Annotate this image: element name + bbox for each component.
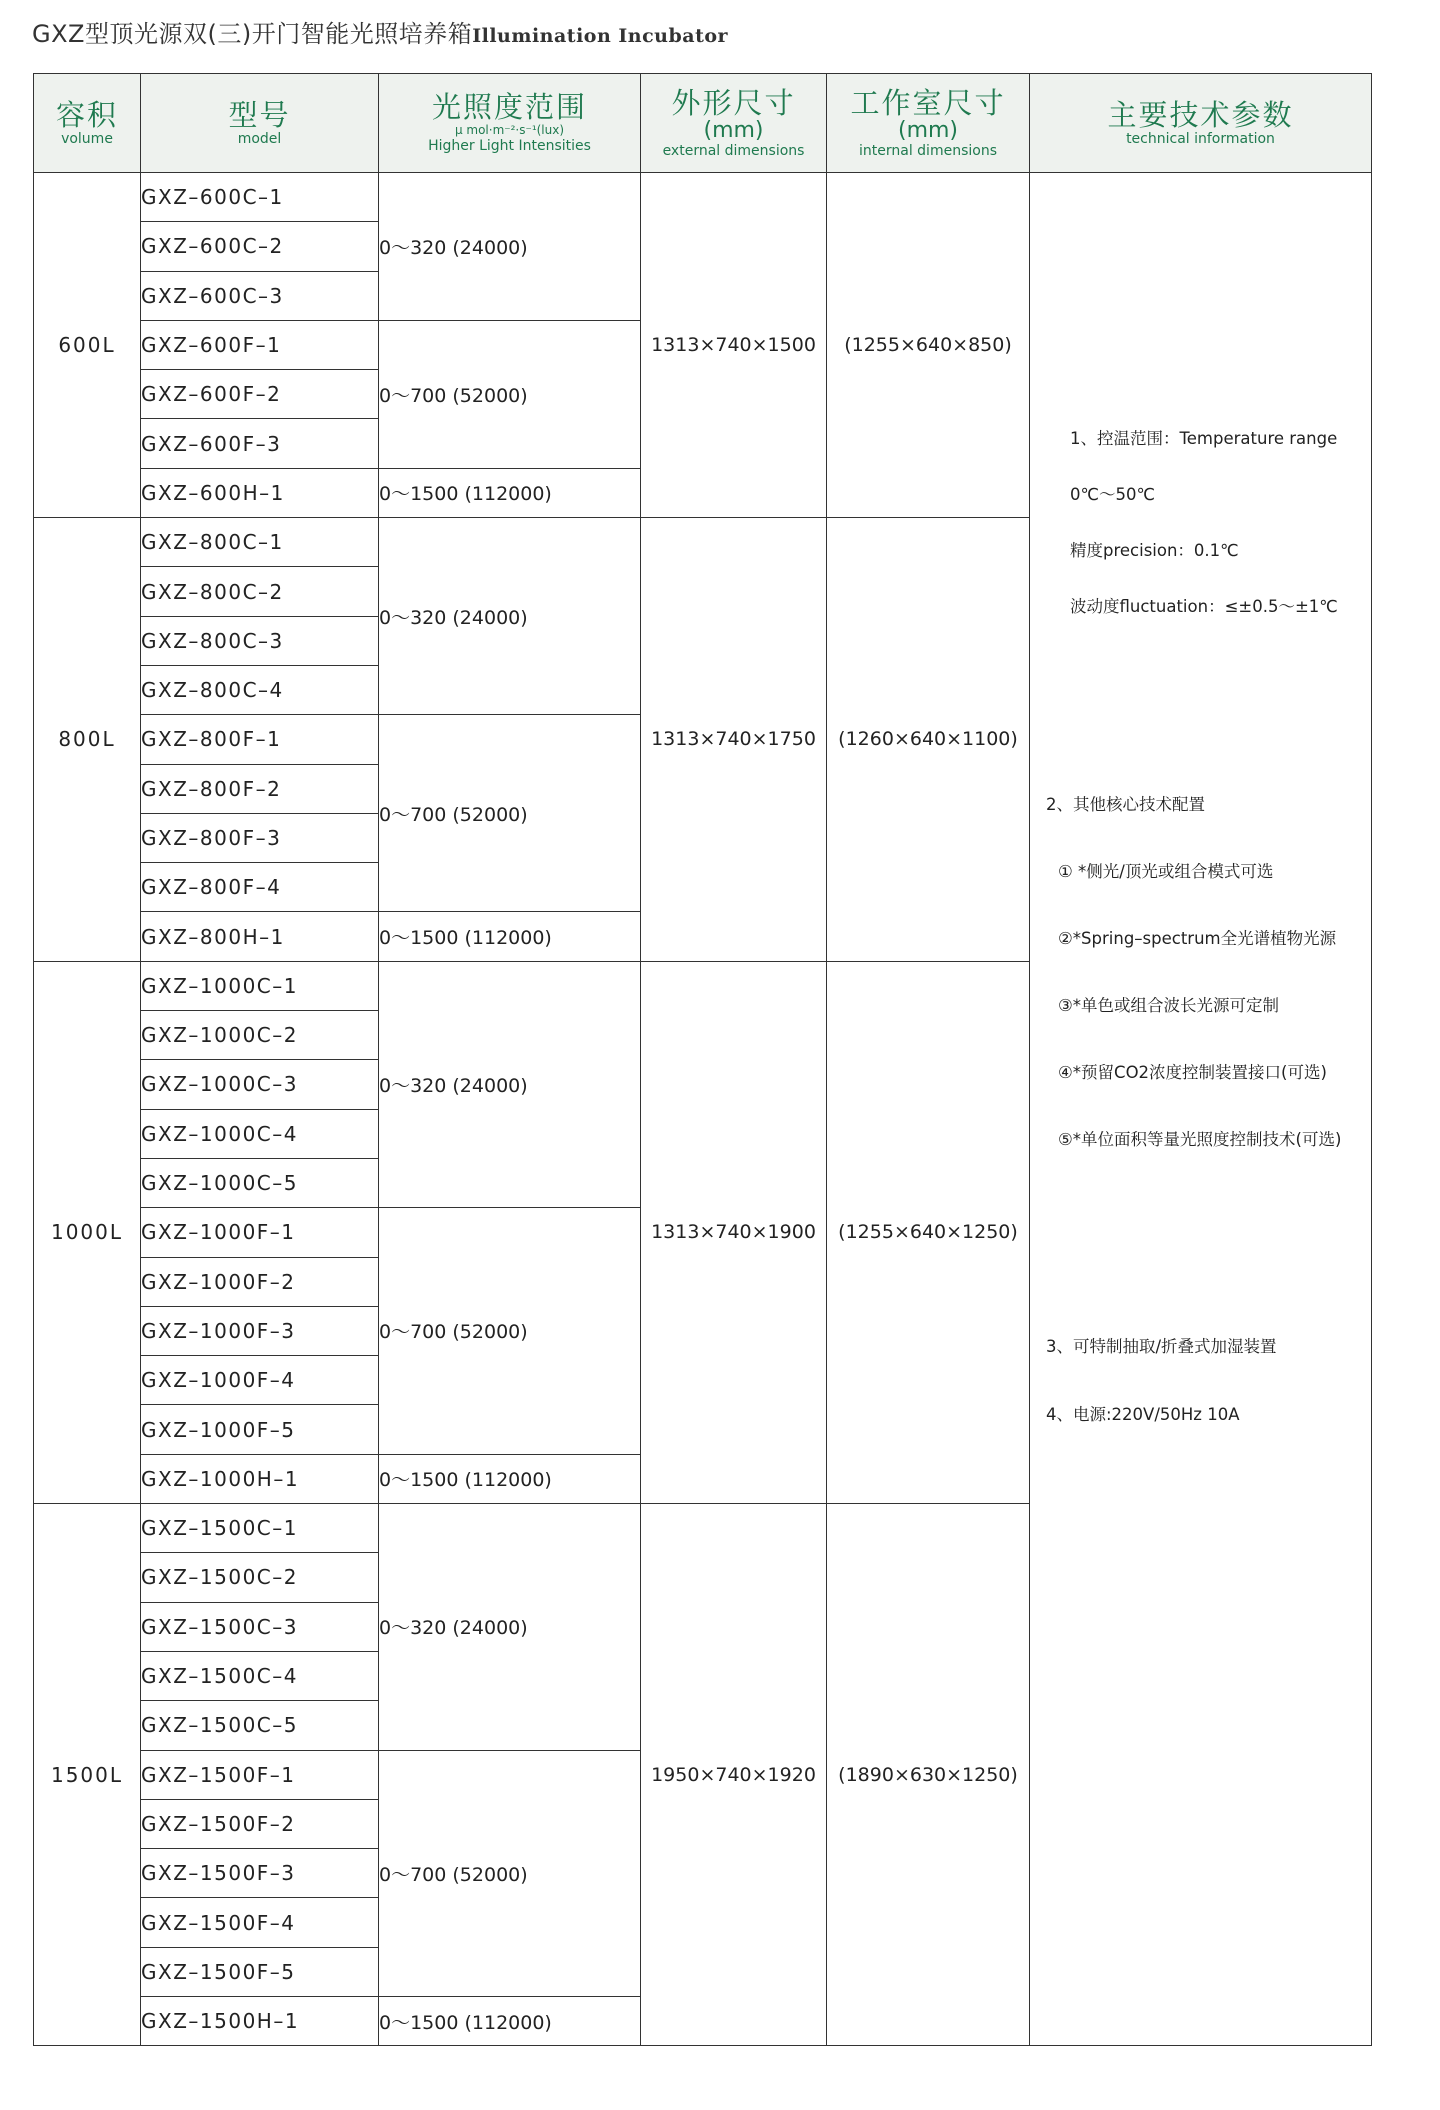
light-range-cell: 0～1500 (112000) — [379, 1454, 641, 1503]
tech-line: 2、其他核心技术配置 — [1046, 795, 1205, 814]
model-cell: GXZ–600H–1 — [141, 468, 379, 517]
header-volume-en: volume — [61, 130, 113, 147]
spec-table — [33, 73, 1372, 2046]
header-volume — [34, 74, 141, 173]
tech-line: 1、控温范围：Temperature range — [1070, 429, 1338, 448]
header-light-unit: μ mol·m⁻²·s⁻¹(lux) — [454, 123, 565, 137]
tech-line: 0℃～50℃ — [1070, 485, 1156, 504]
tech-line: 精度precision：0.1℃ — [1070, 541, 1239, 560]
volume-cell: 1000L — [34, 961, 141, 1503]
header-model — [141, 74, 379, 173]
model-cell: GXZ–1500F–4 — [141, 1898, 379, 1947]
model-cell: GXZ–1000C–1 — [141, 961, 379, 1010]
model-cell: GXZ–1500C–5 — [141, 1701, 379, 1750]
header-internal — [827, 74, 1030, 173]
light-range-cell: 0～1500 (112000) — [379, 912, 641, 961]
light-range-cell: 0～320 (24000) — [379, 173, 641, 321]
model-cell: GXZ–800C–2 — [141, 567, 379, 616]
model-cell: GXZ–1000C–4 — [141, 1109, 379, 1158]
model-cell: GXZ–1000F–5 — [141, 1405, 379, 1454]
header-external-zh: 外形尺寸 — [671, 85, 796, 120]
internal-dimensions-cell: (1260×640×1100) — [827, 518, 1030, 962]
model-cell: GXZ–1000F–3 — [141, 1306, 379, 1355]
model-cell: GXZ–600C–1 — [141, 173, 379, 222]
model-cell: GXZ–800F–3 — [141, 813, 379, 862]
spec-table-body — [34, 173, 1372, 2046]
light-range-cell: 0～320 (24000) — [379, 1504, 641, 1750]
title-en: Illumination Incubator — [472, 25, 729, 47]
model-cell: GXZ–1500F–5 — [141, 1947, 379, 1996]
header-internal-unit: (mm) — [897, 117, 959, 143]
model-cell: GXZ–1000C–3 — [141, 1060, 379, 1109]
header-tech-en: technical information — [1126, 130, 1275, 147]
model-cell: GXZ–600F–1 — [141, 320, 379, 369]
header-light — [379, 74, 641, 173]
model-cell: GXZ–1500H–1 — [141, 1996, 379, 2045]
internal-dimensions-cell: (1255×640×1250) — [827, 961, 1030, 1503]
title-zh: GXZ型顶光源双(三)开门智能光照培养箱 — [32, 20, 473, 48]
tech-line: 波动度fluctuation：≤±0.5～±1℃ — [1070, 597, 1338, 616]
external-dimensions-cell: 1313×740×1900 — [641, 961, 827, 1503]
model-cell: GXZ–800F–4 — [141, 863, 379, 912]
model-cell: GXZ–800F–2 — [141, 764, 379, 813]
tech-line: ⑤*单位面积等量光照度控制技术(可选) — [1058, 1130, 1342, 1149]
page-title — [32, 14, 728, 49]
model-cell: GXZ–600C–3 — [141, 271, 379, 320]
header-volume-zh: 容积 — [55, 97, 118, 132]
header-internal-zh: 工作室尺寸 — [850, 85, 1006, 120]
external-dimensions-cell: 1313×740×1500 — [641, 173, 827, 518]
model-cell: GXZ–600C–2 — [141, 222, 379, 271]
model-cell: GXZ–800C–4 — [141, 665, 379, 714]
model-cell: GXZ–600F–2 — [141, 370, 379, 419]
model-cell: GXZ–1500C–4 — [141, 1651, 379, 1700]
light-range-cell: 0～700 (52000) — [379, 715, 641, 912]
header-row — [34, 74, 1372, 173]
model-cell: GXZ–800C–1 — [141, 518, 379, 567]
model-cell: GXZ–800H–1 — [141, 912, 379, 961]
header-model-zh: 型号 — [228, 97, 291, 132]
model-cell: GXZ–1500F–1 — [141, 1750, 379, 1799]
tech-line: ④*预留CO2浓度控制装置接口(可选) — [1058, 1063, 1327, 1082]
model-cell: GXZ–1000F–2 — [141, 1257, 379, 1306]
model-cell: GXZ–1000F–1 — [141, 1208, 379, 1257]
header-external-en: external dimensions — [662, 142, 805, 159]
model-cell: GXZ–600F–3 — [141, 419, 379, 468]
model-cell: GXZ–1000C–2 — [141, 1011, 379, 1060]
model-cell: GXZ–1000H–1 — [141, 1454, 379, 1503]
light-range-cell: 0～320 (24000) — [379, 518, 641, 715]
header-tech-zh: 主要技术参数 — [1107, 97, 1294, 132]
external-dimensions-cell: 1950×740×1920 — [641, 1504, 827, 2046]
internal-dimensions-cell: (1255×640×850) — [827, 173, 1030, 518]
model-cell: GXZ–1500C–1 — [141, 1504, 379, 1553]
table-row — [34, 173, 1372, 222]
tech-line: 3、可特制抽取/折叠式加湿装置 — [1046, 1337, 1277, 1356]
model-cell: GXZ–1000C–5 — [141, 1158, 379, 1207]
header-tech — [1030, 74, 1372, 173]
header-light-en: Higher Light Intensities — [428, 138, 591, 154]
model-cell: GXZ–1500F–2 — [141, 1799, 379, 1848]
light-range-cell: 0～320 (24000) — [379, 961, 641, 1207]
model-cell: GXZ–1500C–3 — [141, 1602, 379, 1651]
light-range-cell: 0～1500 (112000) — [379, 1996, 641, 2045]
volume-cell: 600L — [34, 173, 141, 518]
tech-line: ① *侧光/顶光或组合模式可选 — [1058, 862, 1274, 881]
light-range-cell: 0～700 (52000) — [379, 1208, 641, 1454]
model-cell: GXZ–800F–1 — [141, 715, 379, 764]
volume-cell: 800L — [34, 518, 141, 962]
header-internal-en: internal dimensions — [859, 142, 997, 159]
light-range-cell: 0～1500 (112000) — [379, 468, 641, 517]
model-cell: GXZ–800C–3 — [141, 616, 379, 665]
header-light-zh: 光照度范围 — [431, 90, 587, 124]
model-cell: GXZ–1500C–2 — [141, 1553, 379, 1602]
model-cell: GXZ–1500F–3 — [141, 1849, 379, 1898]
tech-info-cell — [1030, 173, 1372, 2046]
volume-cell: 1500L — [34, 1504, 141, 2046]
light-range-cell: 0～700 (52000) — [379, 1750, 641, 1996]
tech-line: ②*Spring–spectrum全光谱植物光源 — [1058, 929, 1337, 948]
tech-line: 4、电源:220V/50Hz 10A — [1046, 1405, 1240, 1424]
header-model-en: model — [237, 130, 282, 147]
internal-dimensions-cell: (1890×630×1250) — [827, 1504, 1030, 2046]
tech-line: ③*单色或组合波长光源可定制 — [1058, 996, 1280, 1015]
light-range-cell: 0～700 (52000) — [379, 320, 641, 468]
model-cell: GXZ–1000F–4 — [141, 1356, 379, 1405]
header-external — [641, 74, 827, 173]
header-external-unit: (mm) — [703, 117, 764, 143]
external-dimensions-cell: 1313×740×1750 — [641, 518, 827, 962]
